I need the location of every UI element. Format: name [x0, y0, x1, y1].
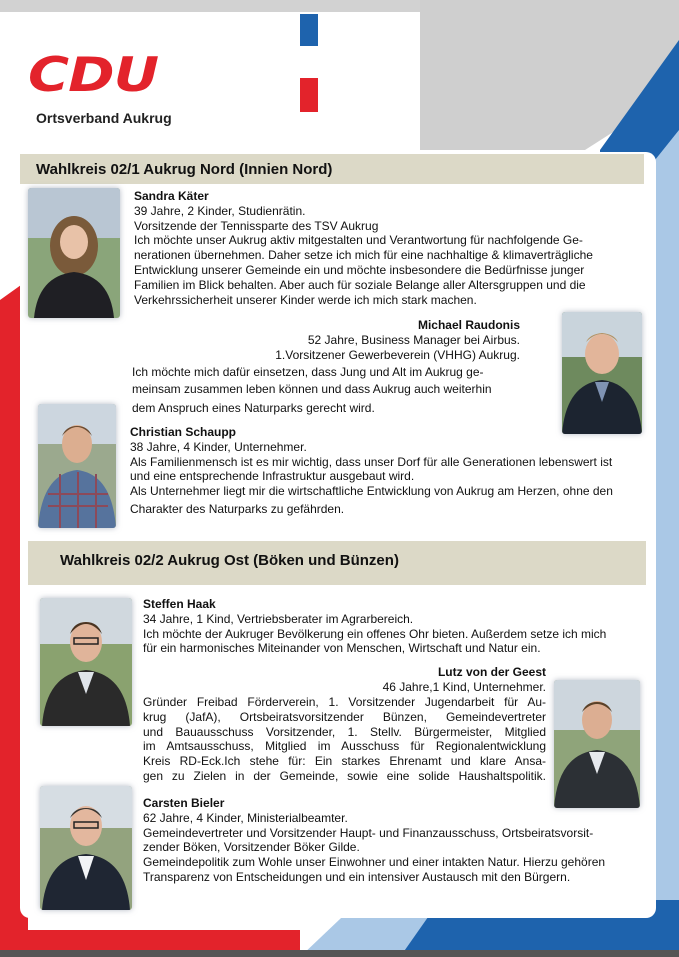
candidate-line: Ich möchte der Aukruger Bevölkerung ein offenes Ohr bieten. Außerdem setze ich mich [143, 626, 607, 641]
candidate-line: Familien im Blick behalten. Aber auch für soziale Belange aller Altersgruppen und die [134, 277, 586, 292]
candidate-christian-schaupp [130, 425, 636, 517]
candidate-line: Als Unternehmer liegt mir die wirtschaftliche Entwicklung von Aukrug am Herzen, ohne den [130, 484, 613, 499]
candidate-line: Charakter des Naturparks zu gefährden. [130, 501, 345, 516]
candidate-line: Gemeindevertreter und Vorsitzender Haupt- und Finanzausschuss, Ortsbeiratsvorsit- [143, 825, 594, 840]
photo-steffen-haak [40, 598, 132, 726]
candidate-line: Verkehrssicherheit unserer Kinder werde ich mich stark machen. [134, 292, 477, 307]
candidate-sandra-kaeter [134, 189, 612, 307]
candidate-name: Michael Raudonis [417, 318, 520, 332]
candidate-line: 46 Jahre,1 Kind, Unternehmer. [382, 679, 546, 694]
candidate-line: Transparenz von Entscheidungen und ein intensiver Austausch mit den Bürgern. [143, 869, 571, 884]
candidate-line: Als Familienmensch ist es mir wichtig, dass unser Dorf für alle Generationen lebenswert ist [130, 454, 613, 469]
candidate-line: 38 Jahre, 4 Kinder, Unternehmer. [130, 439, 307, 454]
statement-lutz-von-der-geest [143, 695, 546, 784]
candidate-line: 52 Jahre, Business Manager bei Airbus. [307, 332, 520, 347]
photo-christian-schaupp [38, 404, 116, 528]
candidate-line: Gemeindepolitik zum Wohle unser Einwohner und einer intakten Natur. Hierzu gehören [143, 855, 606, 870]
candidate-line: und Bauausschuss Vorsitzender, 1. Stellv. Bürgermeister, Mitglied [143, 724, 546, 739]
section-title-nord: Wahlkreis 02/1 Aukrug Nord (Innien Nord) [20, 154, 644, 184]
statement-michael-raudonis [132, 364, 532, 417]
candidate-name: Lutz von der Geest [437, 665, 546, 679]
candidate-line: Gründer Freibad Förderverein, 1. Vorsitzender Jugendarbeit für Au- [143, 695, 546, 709]
logo-subtitle: Ortsverband Aukrug [36, 110, 172, 126]
candidate-line: Ich möchte mich dafür einsetzen, dass Jung und Alt im Aukrug ge- [132, 365, 484, 379]
photo-michael-raudonis [562, 312, 642, 434]
photo-carsten-bieler [40, 786, 132, 910]
cdu-logo [28, 47, 172, 126]
candidate-name: Christian Schaupp [130, 425, 237, 439]
photo-sandra-kaeter [28, 188, 120, 318]
candidate-line: nerationen übernehmen. Daher setze ich mich für eine nachhaltige & klimaverträgliche [134, 248, 593, 263]
candidate-line: für ein harmonisches Miteinander von Menschen, Wirtschaft und Natur ein. [143, 641, 541, 656]
photo-lutz-von-der-geest [554, 680, 640, 808]
candidate-line: Entwicklung unserer Gemeinde ein und möchte insbesondere die Bedürfnisse junger [134, 262, 585, 277]
logo-wordmark: CDU [28, 47, 159, 103]
candidate-lutz-von-der-geest [200, 665, 546, 695]
candidate-line: zender Böken, Vorsitzender Böker Gilde. [143, 840, 360, 855]
candidate-line: im Amtsausschuss, Mitglied im Ausschuss für Regionalentwicklung [143, 739, 546, 754]
candidate-name: Sandra Käter [134, 189, 209, 203]
candidate-line: Kreis RD-Eck.Ich stehe für: Ein starkes Ehrenamt und klare Ansa- [143, 754, 546, 769]
candidate-carsten-bieler [143, 796, 633, 885]
candidate-name: Steffen Haak [143, 597, 216, 611]
candidate-line: und eine entsprechende Infrastruktur ausgebaut wird. [130, 469, 415, 484]
section-title-ost: Wahlkreis 02/2 Aukrug Ost (Böken und Bünzen) [28, 541, 646, 585]
candidate-name: Carsten Bieler [143, 796, 225, 810]
candidate-line: 34 Jahre, 1 Kind, Vertriebsberater im Agrarbereich. [143, 611, 414, 626]
candidate-steffen-haak [143, 597, 633, 656]
candidate-line: 62 Jahre, 4 Kinder, Ministerialbeamter. [143, 810, 348, 825]
candidate-line: gen zu Zielen in der Gemeinde, sowie eine solide Haushaltspolitik. [143, 768, 546, 783]
candidate-line: dem Anspruch eines Naturparks gerecht wird. [132, 401, 375, 415]
candidate-line: Vorsitzende der Tennissparte des TSV Aukrug [134, 218, 379, 233]
candidate-line: 1.Vorsitzener Gewerbeverein (VHHG) Aukrug. [275, 347, 520, 362]
candidate-line: 39 Jahre, 2 Kinder, Studienrätin. [134, 203, 306, 218]
candidate-line: Ich möchte unser Aukrug aktiv mitgestalten und Verantwortung für nachfolgende Ge- [134, 233, 583, 248]
candidate-line: meinsam zusammen leben können und dass Aukrug auch weiterhin [132, 381, 492, 396]
candidate-michael-raudonis [190, 318, 520, 362]
candidate-line: krug (JafA), Ortsbeiratsvorsitzender Bünzen, Gemeindevertreter [143, 709, 546, 724]
